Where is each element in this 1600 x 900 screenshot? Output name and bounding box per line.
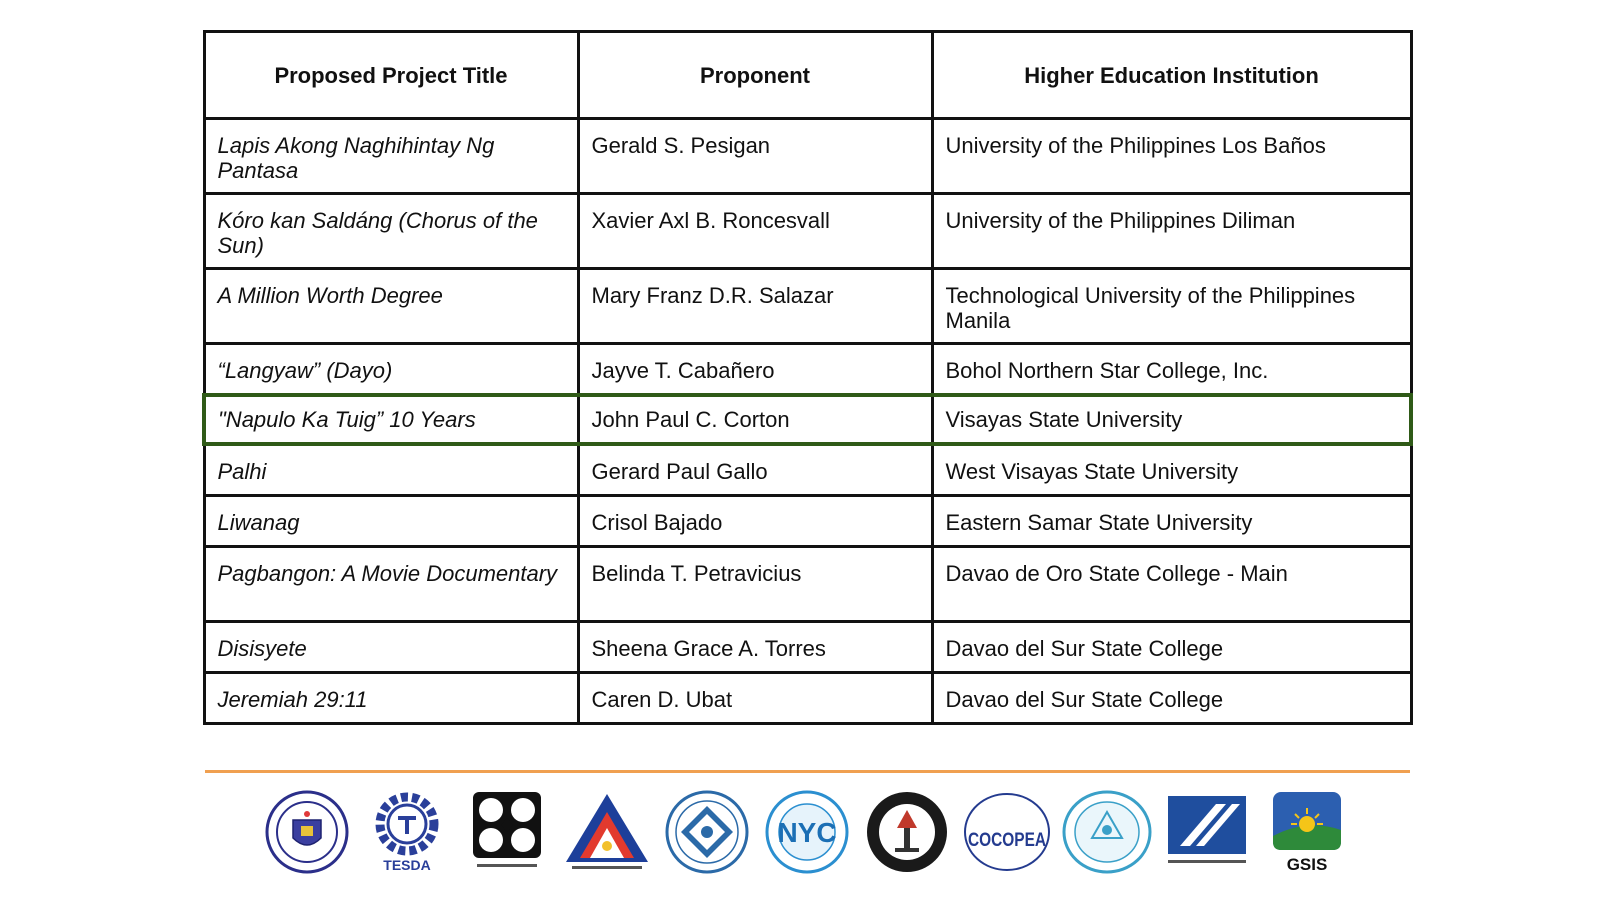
- project-title-cell: "Napulo Ka Tuig” 10 Years: [204, 395, 578, 444]
- institution-cell: Davao de Oro State College - Main: [932, 547, 1411, 622]
- tesda-gear-icon: [380, 797, 434, 851]
- project-title-cell: “Langyaw” (Dayo): [204, 344, 578, 396]
- project-title-cell: A Million Worth Degree: [204, 269, 578, 344]
- proponent-cell: Sheena Grace A. Torres: [578, 622, 932, 673]
- institution-cell: University of the Philippines Los Baños: [932, 119, 1411, 194]
- table-row: [204, 547, 1411, 622]
- institution-cell: West Visayas State University: [932, 444, 1411, 496]
- proponent-cell: John Paul C. Corton: [578, 395, 932, 444]
- institution-cell: Visayas State University: [932, 395, 1411, 444]
- dost-logo-icon: [462, 790, 552, 874]
- tesda-logo: [362, 790, 452, 874]
- table-row: [204, 673, 1411, 724]
- project-title-cell: Liwanag: [204, 496, 578, 547]
- proponent-cell: Gerard Paul Gallo: [578, 444, 932, 496]
- proponent-cell: Mary Franz D.R. Salazar: [578, 269, 932, 344]
- project-title-cell: Jeremiah 29:11: [204, 673, 578, 724]
- highlighted-table-row: [204, 395, 1411, 444]
- table-row: [204, 269, 1411, 344]
- logo-label: TESDA: [383, 857, 431, 873]
- project-title-cell: Kóro kan Saldáng (Chorus of the Sun): [204, 194, 578, 269]
- dole-triangle-icon: [562, 790, 652, 874]
- logo-label: NYC: [777, 817, 837, 848]
- footer-divider: [205, 770, 1410, 773]
- institution-cell: Davao del Sur State College: [932, 622, 1411, 673]
- institution-cell: Technological University of the Philippines Manila: [932, 269, 1411, 344]
- association-seal-icon: [1062, 790, 1152, 874]
- project-title-cell: Palhi: [204, 444, 578, 496]
- proponent-cell: Belinda T. Petravicius: [578, 547, 932, 622]
- table-row: [204, 119, 1411, 194]
- project-title-cell: Pagbangon: A Movie Documentary: [204, 547, 578, 622]
- gsis-logo: [1262, 790, 1352, 874]
- table-row: [204, 444, 1411, 496]
- project-title-cell: Lapis Akong Naghihintay Ng Pantasa: [204, 119, 578, 194]
- deped-seal-icon: [262, 790, 352, 874]
- gsis-logo-icon: [1273, 792, 1341, 850]
- proponent-cell: Jayve T. Cabañero: [578, 344, 932, 396]
- sss-logo-icon: [1162, 790, 1252, 874]
- institution-cell: Bohol Northern Star College, Inc.: [932, 344, 1411, 396]
- proponent-cell: Crisol Bajado: [578, 496, 932, 547]
- header-proponent: Proponent: [578, 32, 932, 119]
- logo-label: COCOPEA: [968, 830, 1047, 851]
- table-row: [204, 496, 1411, 547]
- header-project-title: Proposed Project Title: [204, 32, 578, 119]
- project-title-cell: Disisyete: [204, 622, 578, 673]
- table-row: [204, 344, 1411, 396]
- proponent-cell: Caren D. Ubat: [578, 673, 932, 724]
- table-header-row: [204, 32, 1411, 119]
- seal-diamond-icon: [662, 790, 752, 874]
- header-institution: Higher Education Institution: [932, 32, 1411, 119]
- nyc-logo: [762, 790, 852, 874]
- projects-table: [202, 30, 1413, 725]
- institution-cell: Eastern Samar State University: [932, 496, 1411, 547]
- proponent-cell: Xavier Axl B. Roncesvall: [578, 194, 932, 269]
- cocopea-logo-icon: [962, 790, 1052, 874]
- institution-cell: University of the Philippines Diliman: [932, 194, 1411, 269]
- institution-cell: Davao del Sur State College: [932, 673, 1411, 724]
- proponent-cell: Gerald S. Pesigan: [578, 119, 932, 194]
- table-row: [204, 622, 1411, 673]
- partner-logos-strip: [262, 790, 1352, 874]
- alcu-seal-icon: [862, 790, 952, 874]
- projects-table-container: [202, 30, 1409, 725]
- logo-label: GSIS: [1286, 855, 1328, 874]
- table-row: [204, 194, 1411, 269]
